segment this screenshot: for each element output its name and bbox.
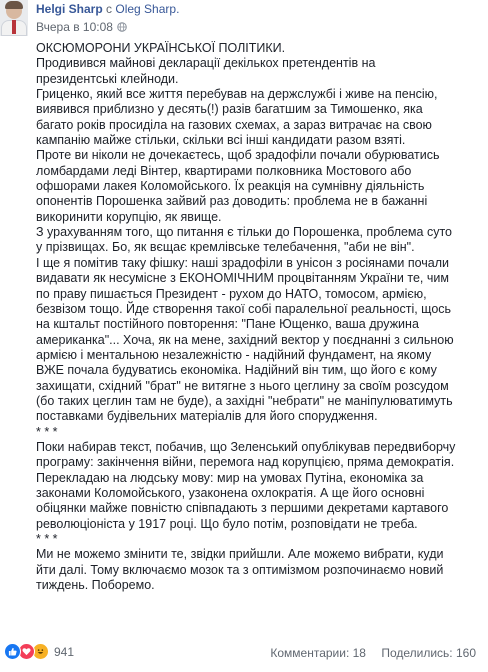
shares-count-link[interactable]: Поделились: 160 [381,646,476,660]
post-names [36,2,179,17]
avatar-hair [5,1,23,9]
comments-count-link[interactable]: Комментарии: 18 [270,646,366,660]
tagged-user[interactable]: Oleg Sharp. [115,2,180,16]
with-label: с [106,2,113,16]
author-avatar[interactable] [0,0,28,36]
globe-icon [117,22,127,32]
post-paragraph: Проте ви ніколи не дочекаєтесь, щоб зрадофіли почали обурюватись ломбардами леді Вінтер, квартирами полковника Мостового або офшорами лакея Коломойського. Їх реакція на сумнівну діяльність опонентів Порошенка зайвий раз доводить: проблема не в бажанні викоринити корупцію, як явище. [36,148,440,224]
post-footer [0,641,488,665]
post-paragraph: Ми не можемо змінити те, звідки прийшли. Але можемо вибрати, куди йти далі. Тому включаємо мозок та з оптимізмом розпочинаємо новий тиждень. Поборемо. [36,547,444,593]
post-header [0,0,488,40]
post-paragraph: Поки набирав текст, побачив, що Зеленський опублікував передвиборчу програму: закінчення війни, перемога над корупцією, пряма демократія. Перекладаю на людську мову: мир на умовах Путіна, економіка за законами Коломойського, узаконена охлократія. А ще його основні обіцянки майже повністю співпадають з першими декретами картавого революціоніста у 1917 році. Що було потім, розповідати не треба. [36,439,456,531]
post-stats [258,646,476,660]
section-separator: * * * [36,424,58,439]
post-body [36,41,456,593]
post-paragraph: Гриценко, який все життя перебував на держслужбі і живе на пенсію, виявився приблизно у десять(!) разів багатшим за Тимошенко, яка багато років просиділа на газових схемах, а зараз витрачає на свою кампанію майже стільки, скільки всі інші кандидати разом взяті. [36,87,438,148]
post-meta [36,20,127,34]
section-separator: * * * [36,532,58,546]
avatar-tie [12,20,16,34]
reaction-count: 941 [54,644,75,659]
post-paragraph: З урахуванням того, що питання є тільки до Порошенка, проблема суто у прізвищах. Бо, як вєщає кремлівське телебачення, "аби не він". [36,225,452,255]
reactions-summary[interactable] [4,643,74,660]
post-title: ОКСЮМОРОНИ УКРАЇНСЬКОЇ ПОЛІТИКИ. [36,41,286,55]
post-paragraph: І ще я помітив таку фішку: наші зрадофіли в унісон з росіянами почали видавати як несумісне з ЕКОНОМІЧНИМ процвітанням України те, чим по праву пишається Президент - рухом до НАТО, томосом, армією, безвізом тощо. Йде створення такої собі паралельної реальності, щось на кштальт постійного повторення: "Пане Ющенко, ваша дружина американка"... Хоча, як на мене, західний вектор у поєднанні з сильною армією і ментальною незалежністю - надійний фундамент, на якому ВЖЕ почала будуватись економіка. Надійний він тим, що його є кому захищати, східний "брат" не витягне з нього цеглину за своїм розсудом (бо таких цеглин там не буде), а західні "небрати" не маніпулюватимуть поставками будівельних матеріалів для його спорудження. [36,255,454,424]
post-paragraph: Продивився майнові декларації декількох претендентів на президентські клейноди. [36,56,376,86]
author-name[interactable]: Helgi Sharp [36,2,103,16]
post-timestamp[interactable]: Вчера в 10:08 [36,20,113,34]
like-reaction-icon [4,643,21,660]
